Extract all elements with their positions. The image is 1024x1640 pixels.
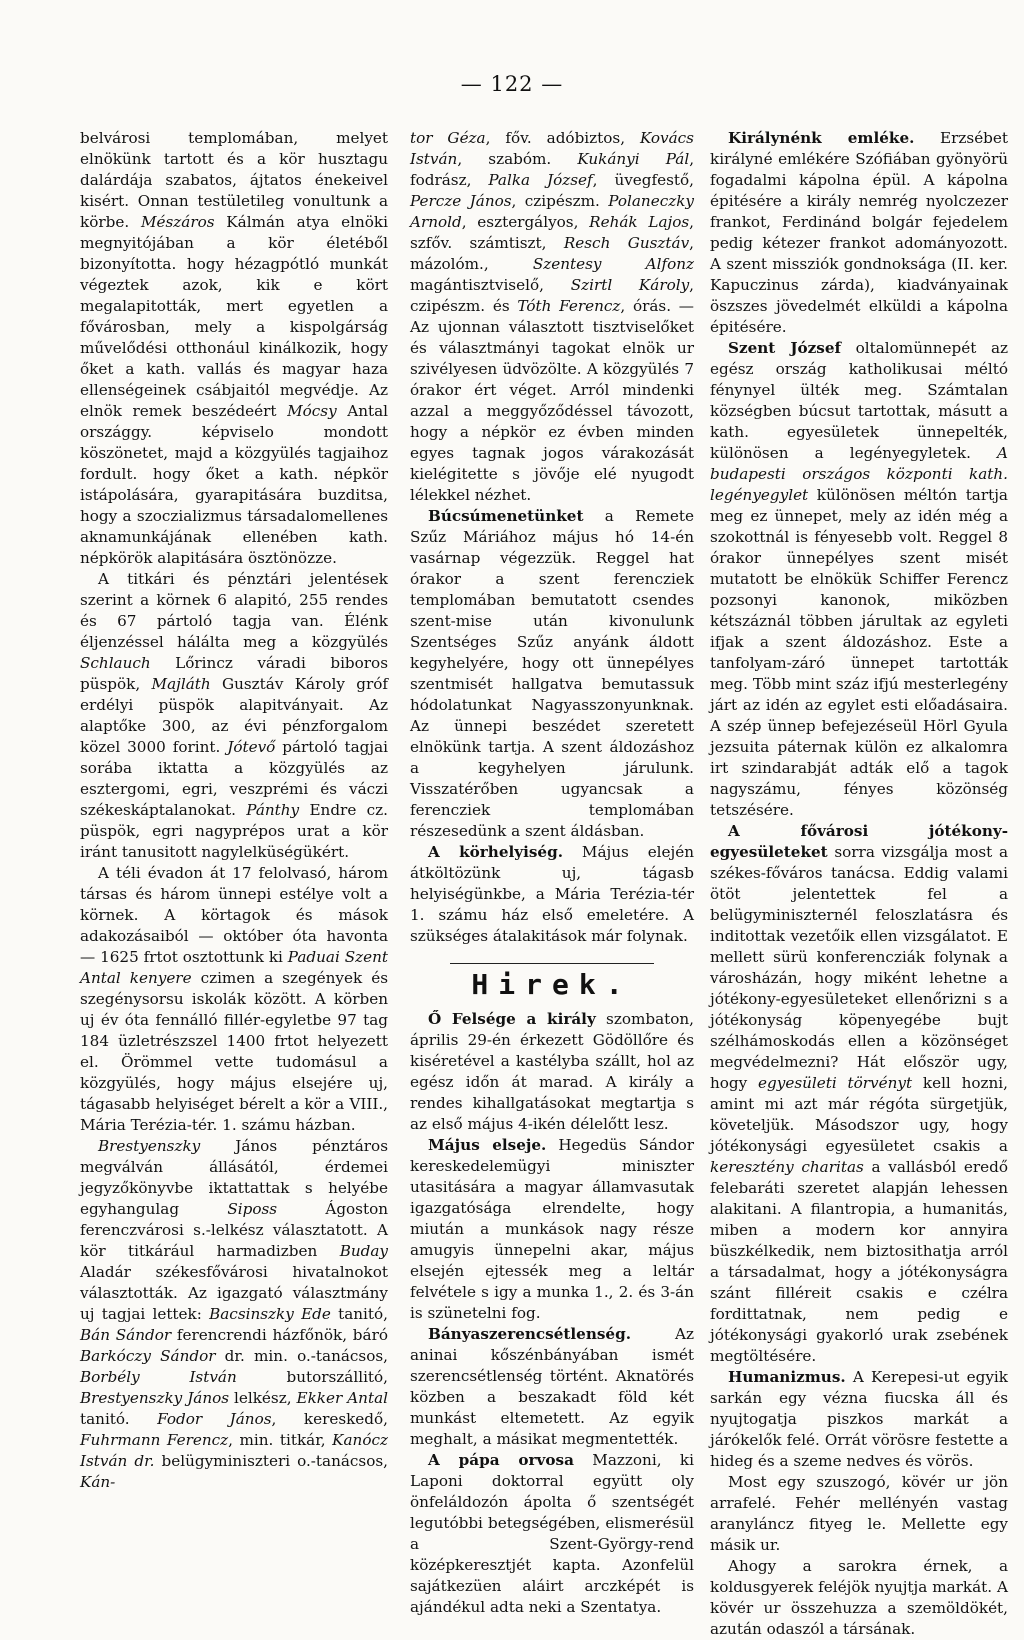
article-title: Május elseje.	[428, 1136, 547, 1154]
column-1	[80, 128, 388, 1493]
article-title: Királynénk emléke.	[728, 129, 915, 147]
divider	[450, 963, 654, 964]
paragraph: A pápa orvosa Mazzoni, ki Laponi doktorral együtt oly önfeláldozón ápolta ő szentségét legutóbbi betegségében, elismerésül a Szent-György-rend középkeresztjét kapta. Azonfelül sajátkezüen aláirt arczképét is ajándékul adta neki a Szentatya.	[410, 1451, 694, 1616]
paragraph: Ahogy a sarokra érnek, a koldusgyerek feléjök nyujtja markát. A kövér ur összehuzza a szemöldökét, azután odaszól a társának.	[710, 1557, 1008, 1638]
paragraph: Bányaszerencsétlenség. Az aninai kőszénbányában ismét szerencsétlenség történt. Aknatörés közben a beszakadt föld két munkást eltemetett. Az egyik meghalt, a másikat megmentették.	[410, 1325, 694, 1448]
paragraph: Búcsúmenetünket a Remete Szűz Máriához május hó 14-én vasárnap végezzük. Reggel hat órakor a szent ferencziek templomában bemutatott csendes szent-mise után kivonulunk Szentséges Szűz anyánk áldott kegyhelyére, hogy ott ünnepélyes szentmisét hallgatva bemutassuk hódolatunkat Nagyasszonyunknak. Az ünnepi beszédet szeretett elnökünk tartja. A szent áldozáshoz a kegyhelyen járulunk. Visszatérőben ugyancsak a ferencziek templomában részesedünk a szent áldásban.	[410, 507, 694, 840]
paragraph: Ő Felsége a király szombaton, április 29-én érkezett Gödöllőre és kiséretével a kastélyba szállt, hol az egész időn át marad. A király a rendes kihallgatásokat megtartja s az első május 4-ikén délelőtt lesz.	[410, 1010, 694, 1133]
paragraph: Szent József oltalomünnepét az egész ország katholikusai méltó fénynyel ülték meg. Számtalan községben búcsut tartottak, másutt a kath. egyesületek ünnepelték, különösen a legényegyletek. A budapesti országos központi kath. legényegylet különösen méltón tartja meg ez ünnepet, mely az idén még a szokottnál is fényesebb volt. Reggel 8 órakor ünnepélyes szent misét mutatott be elnökük Schiffer Ferencz pozsonyi kanonok, miközben kétszáznál többen járultak az egyleti ifjak a szent áldozáshoz. Este a tanfolyam-záró ünnepet tartották meg. Több mint száz ifjú mesterlegény járt az idén az egylet esti előadásaira. A szép ünnep befejezéseül Hörl Gyula jezsuita páternak külön ez alkalomra irt szindarabját adták elő a tagok nagyszámu, fényes közönség tetszésére.	[710, 339, 1009, 819]
paragraph: Brestyenszky János pénztáros megválván állásától, érdemei jegyzőkönyvbe iktattattak s helyébe egyhangulag Siposs Ágoston ferenczvárosi s.-lelkész választatott. A kör titkárául harmadizben Buday Aladár székesfővárosi hivatalnokot választották. Az igazgató választmány uj tagjai lettek: Bacsinszky Ede tanitó, Bán Sándor ferencrendi házfőnök, báró Barkóczy Sándor dr. min. o.-tanácsos, Borbély István butorszállitó, Brestyenszky János lelkész, Ekker Antal tanitó. Fodor János, kereskedő, Fuhrmann Ferencz, min. titkár, Kanócz István dr. belügyminiszteri o.-tanácsos, Kán-	[80, 1137, 389, 1491]
paragraph: Humanizmus. A Kerepesi-ut egyik sarkán egy vézna fiucska áll és nyujtogatja piszkos markát a járókelők felé. Orrát vörösre festette a hideg és a szeme nedves és vörös.	[710, 1368, 1008, 1470]
paragraph: Május elseje. Hegedüs Sándor kereskedelemügyi miniszter utasitására a magyar államvasutak igazgatósága elrendelte, hogy miután a munkások nagy része amugyis ünnepelni akar, május elsején ejtessék meg a leltár felvétele s igy a munka 1., 2. és 3-án is szünetelni fog.	[410, 1136, 694, 1322]
column-3	[710, 128, 1008, 1640]
article-title: Ő Felsége a király	[428, 1010, 596, 1028]
paragraph: Most egy szuszogó, kövér ur jön arrafelé. Fehér mellényén vastag aranyláncz fityeg le. Mellette egy másik ur.	[710, 1473, 1008, 1554]
paragraph: A téli évadon át 17 felolvasó, három társas és három ünnepi estélye volt a körnek. A körtagok és mások adakozásaiból — október óta havonta — 1625 frtot osztottunk ki Paduai Szent Antal kenyere czimen a szegények és szegénysorsu iskolák között. A körben uj év óta fennálló fillér-egyletbe 97 tag 184 üzletrészszel 1400 frtot helyezett el. Örömmel vette tudomásul a közgyülés, hogy május elsejére uj, tágasabb helyiséget bérelt a kör a VIII., Mária Terézia-tér. 1. számu házban.	[80, 864, 388, 1134]
article-title: Búcsúmenetünket	[428, 507, 584, 525]
article-title: A fővárosi jótékony-egyesületeket	[710, 822, 1008, 861]
article-title: Bányaszerencsétlenség.	[428, 1325, 631, 1343]
article-title: Szent József	[728, 339, 842, 357]
section-title: Hirek.	[471, 968, 633, 1001]
paragraph: A körhelyiség. Május elején átköltözünk uj, tágasb helyiségünkbe, a Mária Terézia-tér 1. számu ház első emeletére. A szükséges átalakitások már folynak.	[410, 843, 695, 945]
paragraph: A titkári és pénztári jelentések szerint a körnek 6 alapitó, 255 rendes és 67 pártoló tagja van. Élénk éljenzéssel hálálta meg a közgyülés Schlauch Lőrincz váradi biboros püspök, Majláth Gusztáv Károly gróf erdélyi püspök alapitványait. Az alaptőke 300, az évi pénzforgalom közel 3000 forint. Jótevő pártoló tagjai sorába iktatta a közgyülés az esztergomi, egri, veszprémi és váczi székeskáptalanokat. Pánthy Endre cz. püspök, egri nagyprépos urat a kör iránt tanusitott nagylelküségükért.	[80, 570, 389, 861]
paragraph: Királynénk emléke. Erzsébet királyné emlékére Szófiában gyönyörü fogadalmi kápolna épül. A kápolna épitésére a király nemrég nyolczezer frankot, Ferdinánd bolgár fejedelem pedig kétezer frankot adományozott. A szent missziók gondnoksága (II. ker. Kapuczinus zárda), kiadványainak öszszes jövedelmét elküldi a kápolna épitésére.	[710, 129, 1008, 336]
page-number: — 122 —	[460, 72, 564, 96]
paragraph: tor Géza, főv. adóbiztos, Kovács István, szabóm. Kukányi Pál, fodrász, Palka József, üvegfestő, Percze János, czipészm. Polaneczky Arnold, esztergályos, Rehák Lajos, szfőv. számtiszt, Resch Gusztáv, mázolóm., Szentesy Alfonz magántisztviselő, Szirtl Károly, czipészm. és Tóth Ferencz, órás. — Az ujonnan választott tisztviselőket és választmányi tagokat elnök ur szivélyesen üdvözölte. A közgyülés 7 órakor ért véget. Arról mindenki azzal a meggyőződéssel távozott, hogy a népkör ez évben minden egyes tagnak jogos várakozását kielégitette s jövője elé nyugodt lélekkel nézhet.	[410, 129, 695, 504]
article-title: Humanizmus.	[728, 1368, 846, 1386]
paragraph: belvárosi templomában, melyet elnökünk tartott és a kör husztagu dalárdája szabatos, ájtatos énekeivel kisért. Onnan testületileg vonultunk a körbe. Mészáros Kálmán atya elnöki megnyitójában a kör életéből bizonyította. hogy hézagpótló munkát végeztek azok, kik e kört megalapitották, mert egyetlen a fővárosban, mely a kispolgárság művelődési otthonául kinálkozik, hogy őket a kath. vallás és magyar haza ellenségeinek csábjaitól megvédje. Az elnök remek beszédeért Mócsy Antal országgy. képviselo mondott köszönetet, majd a közgyülés tagjaihoz fordult. hogy őket a kath. népkör istápolására, gyarapitására buzditsa, hogy a szoczializmus társadalomellenes aknamunkájának ellenében kath. népkörök alapitására ösztönözze.	[80, 129, 388, 567]
paragraph: A fővárosi jótékony-egyesületeket sorra vizsgálja most a székes-főváros tanácsa. Eddig valami ötöt jelentettek fel a belügyminiszternél feloszlatásra és inditottak vezetőik ellen vizsgálatot. E mellett sürü konferencziák folynak a városházán, hogy miként lehetne a jótékony-egyesületeket ellenőrizni s a jótékonyság köpenyegébe bujt szélhámoskodás ellen a közönséget megvédelmezni? Hát először ugy, hogy egyesületi törvényt kell hozni, amint mi azt már régóta sürgetjük, követeljük. Másodszor ugy, hogy jótékonysági egyesületet csakis a keresztény charitas a vallásból eredő felebaráti szeretet alapján lehessen alakitani. A filantropia, a humanitás, miben a modern kor annyira büszkélkedik, nem biztosithatja arról a társadalmat, hogy a jótékonyságra szánt filléreit csakis e czélra fordittatnak, nem pedig e jótékonysági gyakorló urak zsebének megtöltésére.	[710, 822, 1008, 1365]
article-title: A körhelyiség.	[428, 843, 563, 861]
article-title: A pápa orvosa	[428, 1451, 574, 1469]
column-2	[410, 128, 694, 1618]
